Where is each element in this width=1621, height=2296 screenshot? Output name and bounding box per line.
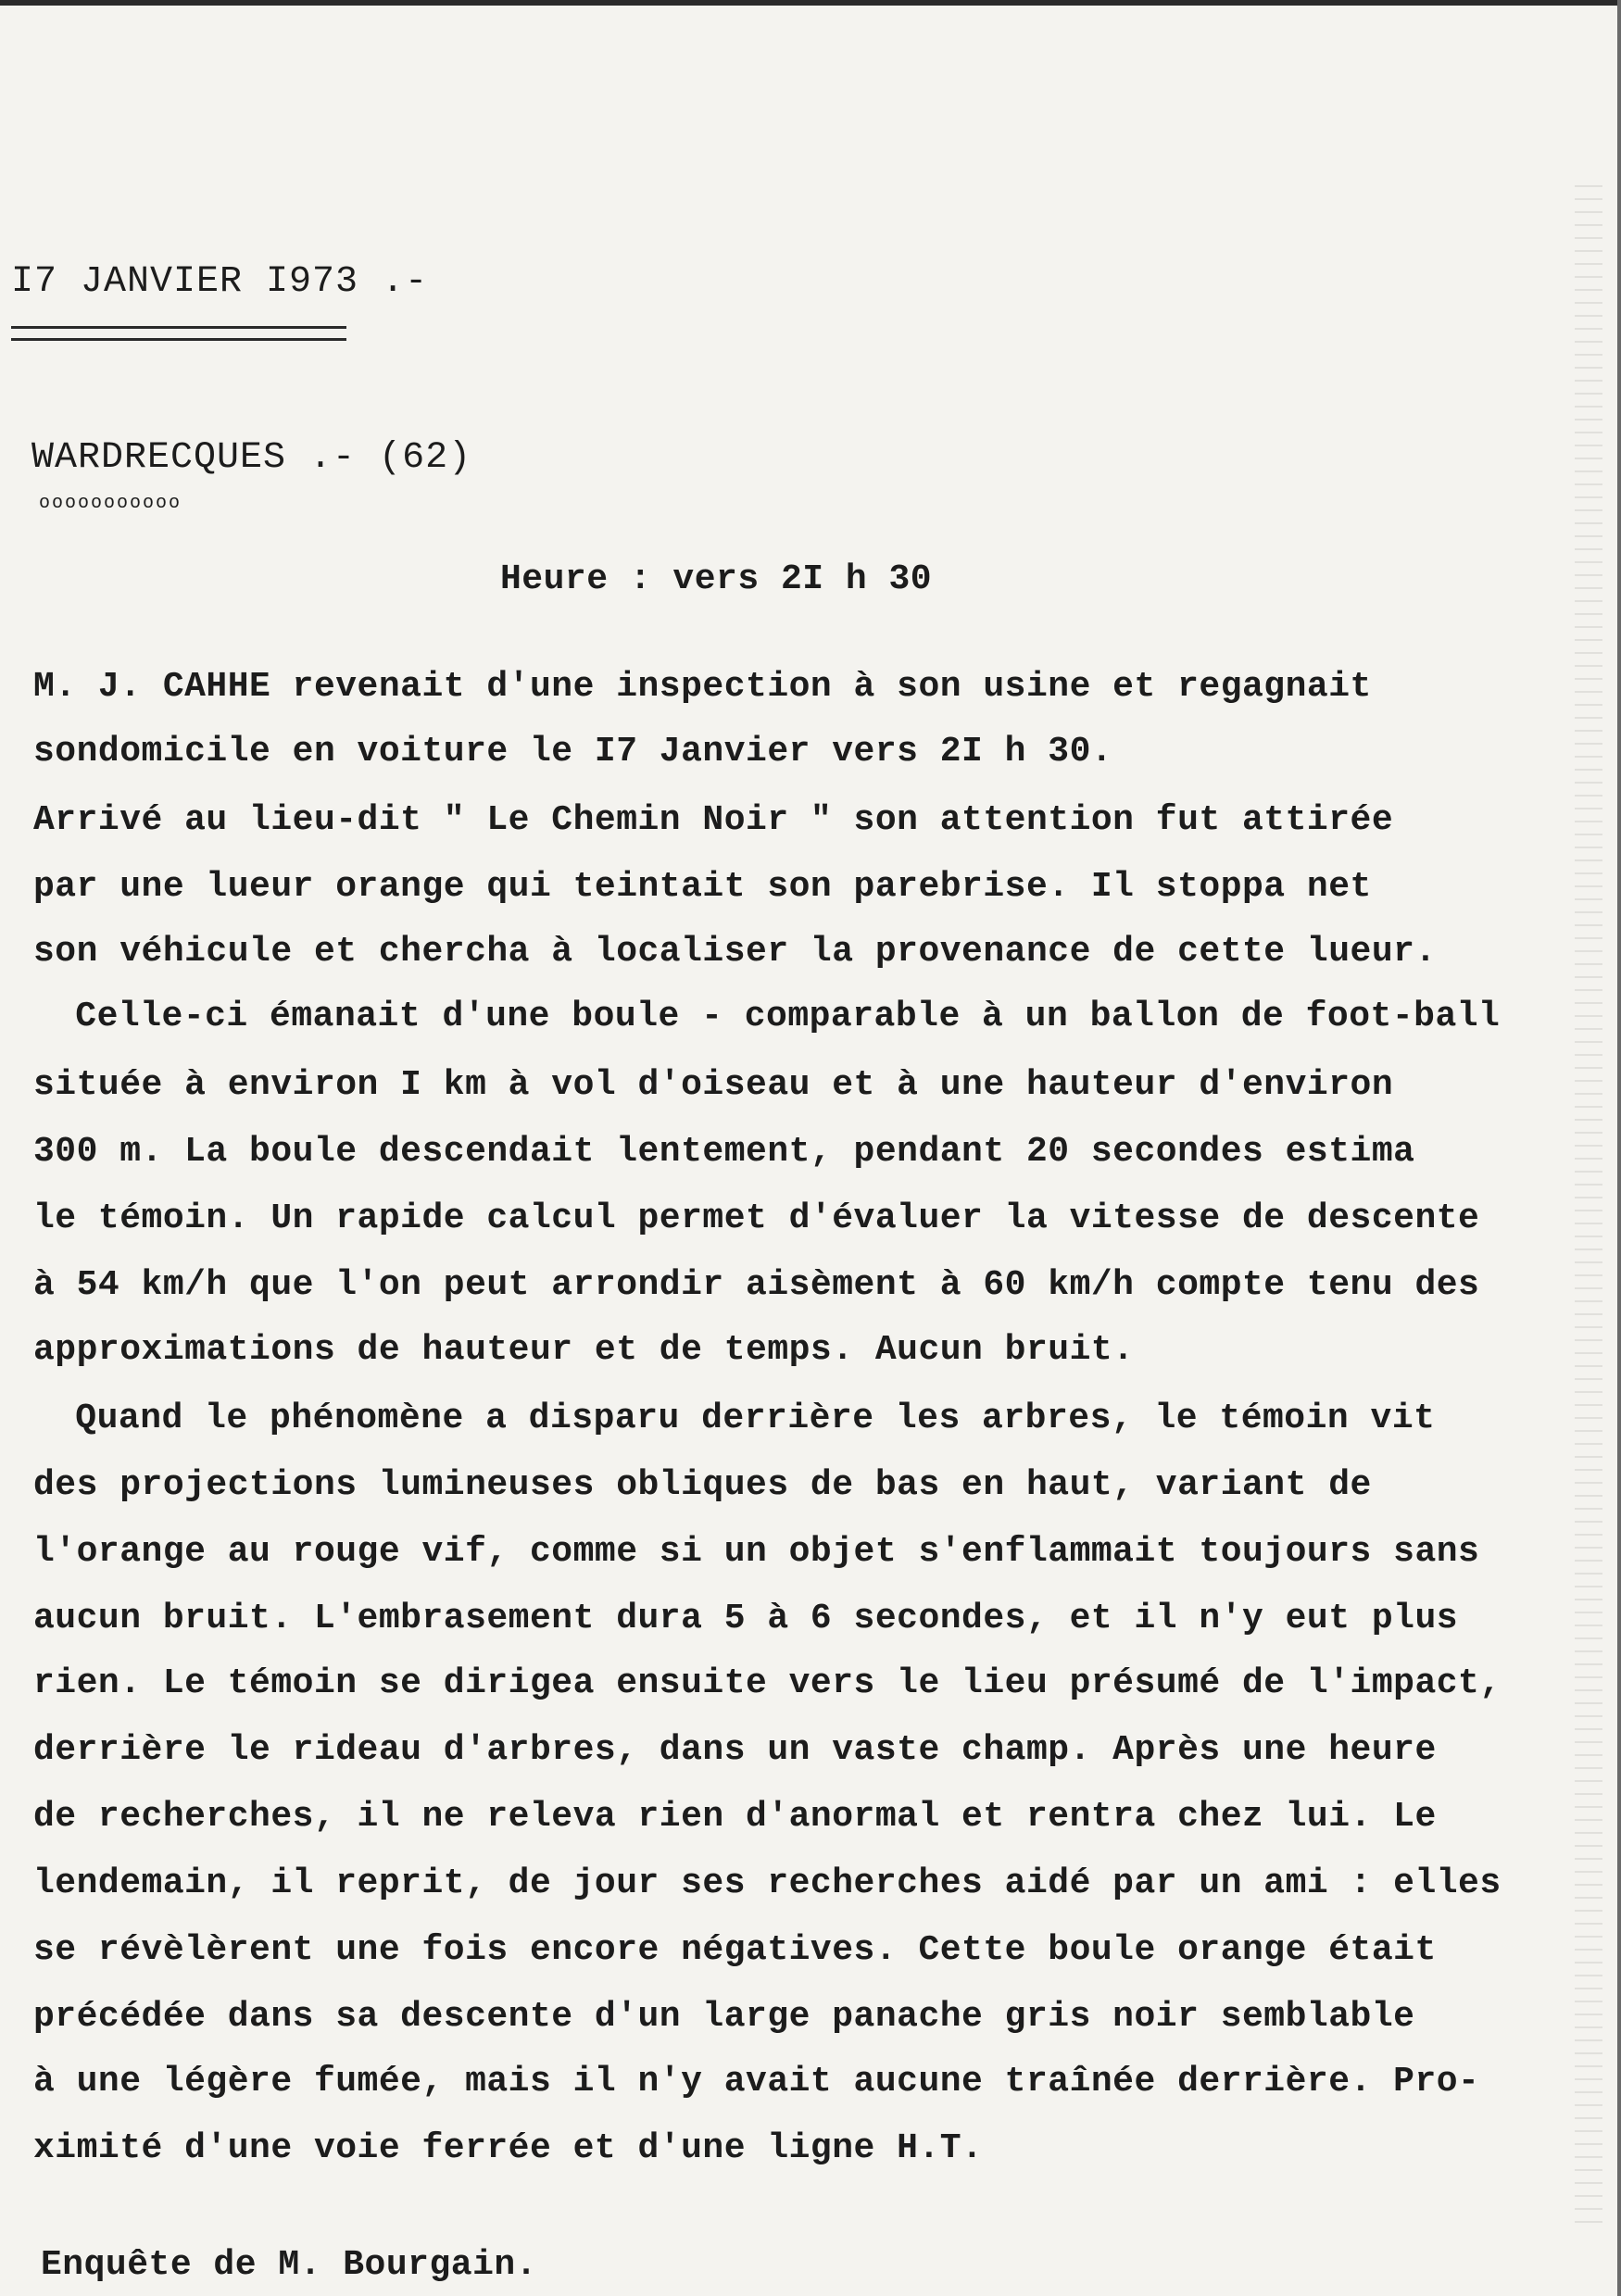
- time-line: Heure : vers 2I h 30: [500, 559, 933, 599]
- body-line: 300 m. La boule descendait lentement, pendant 20 secondes estima: [33, 1132, 1415, 1172]
- body-line: sondomicile en voiture le I7 Janvier vers 2I h 30.: [33, 732, 1113, 772]
- location-heading: WARDRECQUES .- (62): [31, 437, 472, 479]
- body-line: lendemain, il reprit, de jour ses recherches aidé par un ami : elles: [33, 1863, 1502, 1903]
- body-line: M. J. CAHHE revenait d'une inspection à son usine et regagnait: [33, 667, 1372, 707]
- body-line: de recherches, il ne releva rien d'anormal et rentra chez lui. Le: [33, 1797, 1437, 1837]
- body-line: par une lueur orange qui teintait son parebrise. Il stoppa net: [33, 867, 1372, 907]
- location-underline: ooooooooooo: [39, 493, 182, 514]
- body-line: précédée dans sa descente d'un large panache gris noir semblable: [33, 1997, 1415, 2037]
- body-line: Quand le phénomène a disparu derrière les arbres, le témoin vit: [54, 1399, 1436, 1438]
- body-line: le témoin. Un rapide calcul permet d'évaluer la vitesse de descente: [33, 1198, 1480, 1238]
- body-line: des projections lumineuses obliques de bas en haut, variant de: [33, 1465, 1372, 1505]
- body-line: derrière le rideau d'arbres, dans un vaste champ. Après une heure: [33, 1730, 1437, 1770]
- body-line: aucun bruit. L'embrasement dura 5 à 6 secondes, et il n'y eut plus: [33, 1599, 1459, 1638]
- body-line: se révèlèrent une fois encore négatives. Cette boule orange était: [33, 1930, 1437, 1970]
- date-underline: [11, 326, 346, 341]
- page-right-edge: [1617, 0, 1621, 2296]
- body-line: Celle-ci émanait d'une boule - comparable à un ballon de foot-ball: [54, 997, 1501, 1036]
- body-line: son véhicule et chercha à localiser la provenance de cette lueur.: [33, 932, 1437, 972]
- page-top-edge: [0, 0, 1621, 6]
- investigator-signature: Enquête de M. Bourgain.: [41, 2245, 537, 2285]
- body-line: Arrivé au lieu-dit " Le Chemin Noir " son attention fut attirée: [33, 800, 1394, 840]
- body-line: ximité d'une voie ferrée et d'une ligne H.T.: [33, 2128, 984, 2168]
- body-line: approximations de hauteur et de temps. Aucun bruit.: [33, 1330, 1135, 1370]
- body-line: située à environ I km à vol d'oiseau et à une hauteur d'environ: [33, 1065, 1394, 1105]
- scan-noise: [1575, 185, 1602, 2223]
- body-line: rien. Le témoin se dirigea ensuite vers le lieu présumé de l'impact,: [33, 1663, 1502, 1703]
- report-date: I7 JANVIER I973 .-: [11, 261, 429, 303]
- body-line: à 54 km/h que l'on peut arrondir aisèment à 60 km/h compte tenu des: [33, 1265, 1480, 1305]
- body-line: à une légère fumée, mais il n'y avait aucune traînée derrière. Pro-: [33, 2062, 1480, 2102]
- body-line: l'orange au rouge vif, comme si un objet s'enflammait toujours sans: [33, 1532, 1480, 1572]
